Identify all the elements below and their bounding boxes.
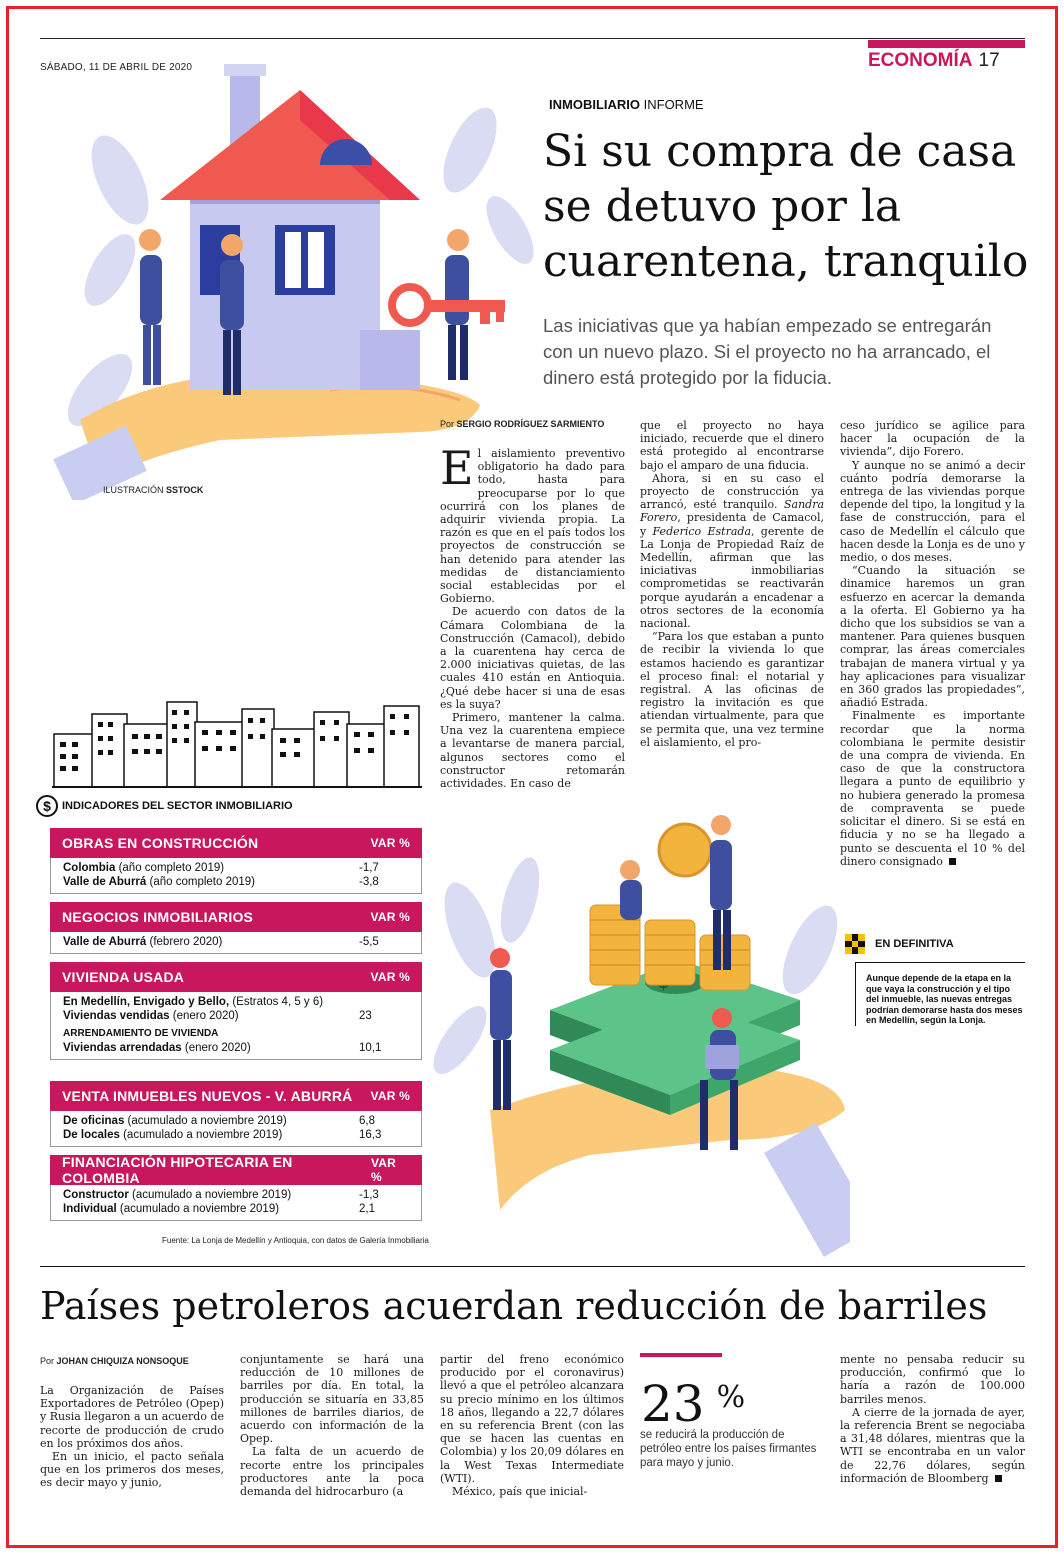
row-label-rest: (año completo 2019) xyxy=(146,876,255,888)
var-label: VAR % xyxy=(370,970,410,984)
paragraph xyxy=(840,1406,1025,1485)
table-intro xyxy=(63,995,409,1009)
row-label xyxy=(63,875,255,889)
row-label-rest: (acumulado a noviembre 2019) xyxy=(128,1189,292,1201)
house-illustration xyxy=(40,60,540,500)
byline-prefix: Por xyxy=(440,419,455,429)
paragraph: Primero, mantener la calma. Una vez la cuarentena empiece a levantarse de manera parcial, algunos sectores como el constructor retomarán actividades. En caso de xyxy=(440,711,625,791)
row-label xyxy=(63,1188,291,1202)
oil-column-1 xyxy=(40,1384,224,1490)
table-header xyxy=(50,828,422,858)
paragraph: México, país que inicial- xyxy=(452,1485,588,1499)
section-name: ECONOMÍA xyxy=(868,50,973,71)
paragraph xyxy=(640,472,824,630)
oil-column-4 xyxy=(840,1353,1025,1485)
row-label-bold: Colombia xyxy=(63,862,116,874)
article-column-1 xyxy=(440,441,625,791)
row-value: -1,7 xyxy=(359,862,379,874)
row-label xyxy=(63,1009,239,1023)
paragraph: mente no pensaba reducir su producción, confirmó que lo haría a razón de 100.000 barriles menos. xyxy=(840,1353,1025,1406)
row-label-bold: Constructor xyxy=(63,1189,129,1201)
article-deck: Las iniciativas que ya habían empezado se entregarán con un nuevo plazo. Si el proyecto no ha arrancado, el dinero está protegido por la fiducia. xyxy=(543,315,992,388)
end-mark xyxy=(995,1475,1002,1482)
var-label: VAR % xyxy=(370,836,410,850)
section-bar xyxy=(868,40,1025,48)
row-value: 16,3 xyxy=(359,1129,382,1141)
paragraph: “Para los que estaban a punto de recibir la vivienda lo que estamos haciendo es garantizar el proceso final: el notarial y registral. A las oficinas de registro la invitación es que atiendan virtualmente, para que se permita que, una vez termine el aislamiento, el pro- xyxy=(640,630,824,749)
paragraph xyxy=(840,709,1025,867)
city-skyline-illustration xyxy=(52,694,422,789)
var-label: VAR % xyxy=(370,1089,410,1103)
row-value: -1,3 xyxy=(359,1189,379,1201)
table-header xyxy=(50,902,422,932)
kicker-rest: INFORME xyxy=(643,97,704,112)
row-label-bold: Valle de Aburrá xyxy=(63,876,147,888)
indicator-table-venta-nuevos xyxy=(50,1081,422,1147)
table-row xyxy=(63,935,409,949)
paragraph: conjuntamente se hará una reducción de 10 millones de barriles por día. En total, la producción se situaría en 33,85 millones de barriles diarios, de acuerdo con información de la Opep. xyxy=(240,1353,424,1446)
table-body xyxy=(50,1185,422,1221)
row-label-rest: (enero 2020) xyxy=(181,1042,251,1054)
top-rule xyxy=(40,38,1025,39)
table-subtitle: ARRENDAMIENTO DE VIVIENDA xyxy=(63,1028,219,1039)
en-definitiva-text: Aunque depende de la etapa en la que vaya la construcción y el tipo del inmueble, las nuevas entregas podrían demorarse hasta dos meses en Medellín, según la Lonja. xyxy=(855,962,1025,1026)
table-row xyxy=(63,1009,409,1023)
illustration-credit xyxy=(103,485,203,495)
dropcap: E xyxy=(440,441,474,495)
oil-byline xyxy=(40,1356,189,1366)
byline-prefix: Por xyxy=(40,1356,55,1366)
paragraph: En un inicio, el pacto señala que en los primeros dos meses, es decir mayo y junio, xyxy=(40,1450,224,1490)
row-label-rest: (febrero 2020) xyxy=(146,936,223,948)
article-column-2 xyxy=(640,419,824,749)
oil-headline: Países petroleros acuerdan reducción de barriles xyxy=(40,1284,988,1328)
paragraph: Y aunque no se animó a decir cuánto podría demorarse la entrega de las viviendas porque depende del tipo, la longitud y la fase de construcción, para el caso de Medellín el cálculo que hacen desde la Lonja es de uno y medio, o dos meses. xyxy=(840,458,1025,565)
kicker-bold: INMOBILIARIO xyxy=(549,97,640,112)
table-title: VIVIENDA USADA xyxy=(62,969,185,985)
paragraph: ceso jurídico se agilice para hacer la ocupación de la vivienda”, dijo Forero. xyxy=(840,419,1025,459)
row-label xyxy=(63,1128,282,1142)
row-value: -5,5 xyxy=(359,936,379,948)
row-label-bold: En Medellín, Envigado y Bello, xyxy=(63,996,230,1008)
row-label-bold: Individual xyxy=(63,1203,117,1215)
table-row xyxy=(63,861,409,875)
table-body xyxy=(50,932,422,954)
paragraph: partir del freno económico producido por el coronavirus) llevó a que el petróleo alcanzara su precio mínimo en los últimos 18 años, llegando a 22,7 dólares en su referencia Brent (con las que se hacen las cuentas en Colombia) y los 20,09 dólares en la West Texas Intermediate (WTI). xyxy=(440,1353,624,1485)
row-value: 23 xyxy=(359,1010,372,1022)
en-definitiva-title: EN DEFINITIVA xyxy=(875,938,954,950)
paragraph: que el proyecto no haya iniciado, recuerde que el dinero está protegido al encontrarse bajo el amparo de una fiducia. xyxy=(640,419,824,472)
row-label-rest: (Estratos 4, 5 y 6) xyxy=(229,996,324,1008)
paragraph: “Cuando la situación se dinamice haremos un gran esfuerzo en acercar la demanda a la oferta. El Gobierno ya ha dicho que los subsidios se van a mantener. Para quienes busquen comprar, las áreas comerciales trabajan de manera virtual y ya hay aplicaciones para visualizar en 360 grados las propiedades”, añadió Estrada. xyxy=(840,564,1025,710)
paragraph-text: , gerente de La Lonja de Propiedad Raíz de Medellín, afirman que las iniciativas inmobiliarias comprometidas se reactivarán porque ayudarán a encadenar a otros sectores de la economía nacional. xyxy=(640,524,824,631)
table-source: Fuente: La Lonja de Medellín y Antioquia, con datos de Galería Inmobiliaria xyxy=(162,1236,429,1245)
paragraph xyxy=(440,441,625,606)
row-label-bold: Valle de Aburrá xyxy=(63,936,147,948)
paragraph-text: l aislamiento preventivo obligatorio ha dado para todo, hasta para preocuparse por lo que ocurrirá con los planes de adquirir vivienda propia. La razón es que en el país todos los proyectos de construcción se han detenido para atender las medidas de distanciamiento social establecidas por el Gobierno. xyxy=(440,447,625,606)
table-row xyxy=(63,1114,409,1128)
row-label xyxy=(63,1041,251,1055)
table-title: OBRAS EN CONSTRUCCIÓN xyxy=(62,835,259,851)
section-divider xyxy=(40,1266,1025,1267)
row-value: 2,1 xyxy=(359,1203,375,1215)
indicator-table-financiacion xyxy=(50,1155,422,1221)
paragraph-text: , presidenta de Camacol, y xyxy=(640,511,824,538)
paragraph-text: A cierre de la jornada de ayer, la referencia Brent se negociaba a 31,48 dólares, mientras que la WTI se encontraba en un valor de 22,76 dólares, según información de Bloomberg xyxy=(840,1405,1025,1485)
row-value: 10,1 xyxy=(359,1042,382,1054)
section-label xyxy=(868,50,1000,72)
paragraph-text: Finalmente es importante recordar que la norma colombiana le permite desistir de una compra de vivienda. En caso de que la constructora llegara a punto de equilibrio y no hubiera generado la promesa de compraventa se puede solicitar el dinero. Si se está en fiducia y no se ha llegado a punto se descuenta el 10 % del dinero consignado xyxy=(840,709,1025,868)
row-label-bold: Viviendas arrendadas xyxy=(63,1042,182,1054)
stat-rule xyxy=(640,1353,722,1357)
person-name: Federico Estrada xyxy=(652,524,751,538)
row-label-bold: De locales xyxy=(63,1129,120,1141)
table-row xyxy=(63,1128,409,1142)
row-label-bold: Viviendas vendidas xyxy=(63,1010,170,1022)
table-title: VENTA INMUEBLES NUEVOS - V. ABURRÁ xyxy=(62,1088,353,1104)
row-label xyxy=(63,1202,279,1216)
table-body xyxy=(50,1111,422,1147)
var-label: VAR % xyxy=(370,910,410,924)
stat-unit: % xyxy=(716,1380,746,1415)
row-label xyxy=(63,861,224,875)
page-title: Si su compra de casa se detuvo por la cuarentena, tranquilo xyxy=(543,126,1029,287)
table-body xyxy=(50,992,422,1060)
issue-date: SÁBADO, 11 DE ABRIL DE 2020 xyxy=(40,62,193,73)
paragraph: La Organización de Países Exportadores de Petróleo (Opep) y Rusia llegaron a un acuerdo de recorte de producción de crudo en los próximos dos años. xyxy=(40,1384,224,1450)
byline-name: SERGIO RODRÍGUEZ SARMIENTO xyxy=(456,419,605,429)
table-body xyxy=(50,858,422,894)
row-label xyxy=(63,1114,287,1128)
var-label: VAR % xyxy=(370,1156,397,1184)
indicators-title xyxy=(36,795,293,817)
stat-caption: se reducirá la producción de petróleo entre los países firmantes para mayo y junio. xyxy=(640,1429,817,1469)
paragraph: La falta de un acuerdo de recorte entre los principales productores ante la poca demanda del hidrocarburo (a xyxy=(240,1445,424,1499)
table-header xyxy=(50,1155,422,1185)
row-label-rest: (acumulado a noviembre 2019) xyxy=(124,1115,287,1127)
stat-figure xyxy=(641,1370,745,1432)
table-header xyxy=(50,962,422,992)
page-number: 17 xyxy=(978,50,1000,71)
indicator-table-vivienda-usada xyxy=(50,962,422,1060)
row-label xyxy=(63,935,222,949)
row-label-rest: (acumulado a noviembre 2019) xyxy=(119,1129,283,1141)
en-definitiva-header xyxy=(845,934,954,954)
indicator-table-obras xyxy=(50,828,422,894)
end-mark xyxy=(949,858,956,865)
person-name: Sandra Forero xyxy=(640,498,825,525)
credit-name: SSTOCK xyxy=(166,485,204,495)
kicker xyxy=(549,97,704,112)
row-value: -3,8 xyxy=(359,876,379,888)
indicator-table-negocios xyxy=(50,902,422,954)
table-header xyxy=(50,1081,422,1111)
indicators-title-text: INDICADORES DEL SECTOR INMOBILIARIO xyxy=(62,800,293,812)
oil-column-3 xyxy=(440,1353,624,1498)
dollar-icon: $ xyxy=(36,795,58,817)
byline xyxy=(440,419,604,429)
checkered-icon xyxy=(845,934,865,954)
table-row xyxy=(63,875,409,889)
oil-column-2 xyxy=(240,1353,424,1498)
table-row xyxy=(63,1041,409,1055)
table-title: NEGOCIOS INMOBILIARIOS xyxy=(62,909,254,925)
table-title: FINANCIACIÓN HIPOTECARIA EN COLOMBIA xyxy=(62,1154,293,1186)
article-column-3 xyxy=(840,419,1025,868)
row-label xyxy=(63,995,323,1009)
row-label-rest: (acumulado a noviembre 2019) xyxy=(116,1203,280,1215)
stat-value: 23 xyxy=(641,1375,705,1433)
money-illustration xyxy=(430,810,850,1260)
credit-prefix: ILUSTRACIÓN xyxy=(103,485,164,495)
table-row xyxy=(63,1188,409,1202)
row-value: 6,8 xyxy=(359,1115,375,1127)
row-label-rest: (año completo 2019) xyxy=(115,862,225,874)
byline-name: JOHAN CHIQUIZA NONSOQUE xyxy=(56,1356,189,1366)
row-label-rest: (enero 2020) xyxy=(169,1010,239,1022)
paragraph: De acuerdo con datos de la Cámara Colombiana de la Construcción (Camacol), debido a la cuarentena hay cerca de 2.000 iniciativas quietas, de las cuales 410 están en Antioquia. ¿Qué debe hacer si una de esas es la suya? xyxy=(440,605,625,711)
paragraph-text: Ahora, si en su caso el proyecto de construcción ya arrancó, esté tranquilo. xyxy=(640,471,824,512)
row-label-bold: De oficinas xyxy=(63,1115,125,1127)
table-row xyxy=(63,1202,409,1216)
